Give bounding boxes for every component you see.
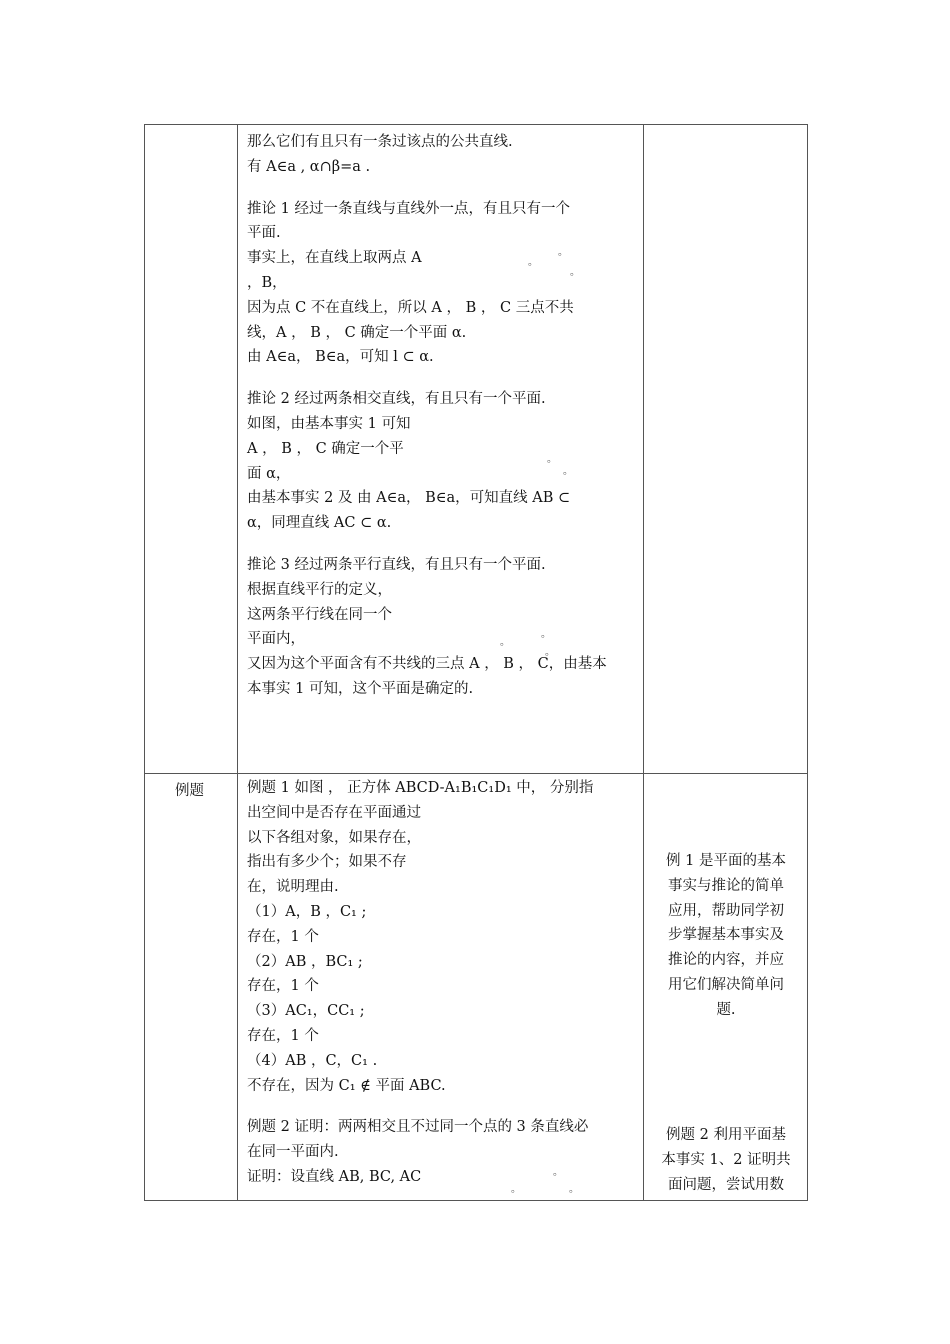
- example2-note: [647, 1123, 805, 1197]
- row1-content: [247, 130, 607, 702]
- text-line: 推论 1 经过一条直线与直线外一点，有且只有一个: [247, 200, 570, 217]
- text-line: 平面内，: [247, 631, 305, 648]
- figure-mark: 。: [553, 1167, 563, 1178]
- figure-mark: 。: [547, 454, 557, 465]
- blank-line: [247, 536, 607, 553]
- text-line: 例题 2 证明：两两相交且不过同一个点的 3 条直线必: [247, 1119, 589, 1136]
- text-line: 不存在，因为 C₁ ∉ 平面 ABC.: [247, 1077, 446, 1094]
- text-line: 事实上，在直线上取两点 A: [247, 250, 422, 267]
- text-line: 平面.: [247, 225, 281, 242]
- figure-mark: 。: [569, 1184, 579, 1195]
- text-line: 这两条平行线在同一个: [247, 606, 392, 623]
- text-line: 面 α，: [247, 465, 291, 482]
- text-line: 推论 3 经过两条平行直线，有且只有一个平面.: [247, 556, 546, 573]
- note-line: 步掌握基本事实及: [668, 927, 784, 944]
- text-line: 在，说明理由.: [247, 879, 339, 896]
- text-line: 在同一平面内.: [247, 1144, 339, 1161]
- figure-mark: 。: [545, 647, 555, 658]
- figure-mark: 。: [563, 466, 573, 477]
- text-line: 指出有多少个；如果不存: [247, 854, 407, 871]
- text-line: A ， B ， C 确定一个平: [247, 440, 404, 457]
- text-line: 出空间中是否存在平面通过: [247, 804, 421, 821]
- text-line: 根据直线平行的定义，: [247, 581, 392, 598]
- figure-mark: 。: [558, 247, 568, 258]
- column-divider-1: [237, 125, 238, 1200]
- text-line: （4）AB ，C，C₁ .: [247, 1052, 378, 1069]
- text-line: 存在，1 个: [247, 928, 319, 945]
- text-line: （2）AB ，BC₁ ;: [247, 953, 363, 970]
- text-line: 例题 1 如图 ， 正方体 ABCD-A₁B₁C₁D₁ 中， 分别指: [247, 780, 594, 796]
- figure-mark: 。: [500, 637, 510, 648]
- note-line: 事实与推论的简单: [668, 877, 784, 894]
- text-line: （1）A，B ，C₁ ;: [247, 903, 367, 920]
- text-line: 又因为这个平面含有不共线的三点 A ， B ， C，由基本: [247, 656, 607, 673]
- note-line: 面问题，尝试用数: [668, 1176, 784, 1193]
- text-line: 线，A ， B ， C 确定一个平面 α.: [247, 324, 467, 341]
- lesson-table: [144, 124, 808, 1201]
- text-line: 由基本事实 2 及 由 A∈a， B∈a，可知直线 AB ⊂: [247, 490, 571, 507]
- example1-note: [647, 849, 805, 1023]
- text-line: 因为点 C 不在直线上，所以 A ， B ， C 三点不共: [247, 299, 574, 316]
- text-line: 存在，1 个: [247, 1027, 319, 1044]
- note-line: 应用，帮助同学初: [668, 902, 784, 919]
- row2-content: [247, 776, 593, 1190]
- row-divider: [145, 773, 807, 774]
- blank-line: [247, 370, 607, 387]
- text-line: 那么它们有且只有一条过该点的公共直线.: [247, 134, 513, 150]
- figure-mark: 。: [528, 257, 538, 268]
- text-line: 如图，由基本事实 1 可知: [247, 415, 411, 432]
- note-line: 用它们解决简单问: [668, 976, 784, 993]
- text-line: ，B，: [247, 274, 287, 291]
- text-line: 证明：设直线 AB, BC, AC: [247, 1168, 422, 1185]
- note-line: 例 1 是平面的基本: [666, 853, 786, 869]
- text-line: 存在，1 个: [247, 978, 319, 995]
- text-line: α，同理直线 AC ⊂ α.: [247, 515, 392, 532]
- row-label-example: 例题: [175, 783, 204, 799]
- note-line: 题.: [716, 1001, 736, 1018]
- text-line: （3）AC₁，CC₁ ;: [247, 1003, 365, 1020]
- figure-mark: 。: [541, 629, 551, 640]
- note-line: 例题 2 利用平面基: [666, 1127, 786, 1143]
- text-line: 以下各组对象，如果存在，: [247, 829, 421, 846]
- blank-line: [247, 180, 607, 197]
- text-line: 有 A∈a , α∩β=a .: [247, 158, 371, 175]
- text-line: 由 A∈a， B∈a，可知 l ⊂ α.: [247, 349, 434, 366]
- blank-line: [247, 1098, 593, 1115]
- note-line: 本事实 1、2 证明共: [661, 1151, 791, 1168]
- text-line: 本事实 1 可知，这个平面是确定的.: [247, 680, 474, 697]
- figure-mark: 。: [570, 267, 580, 278]
- note-line: 推论的内容，并应: [668, 952, 784, 969]
- text-line: 推论 2 经过两条相交直线，有且只有一个平面.: [247, 391, 546, 408]
- column-divider-2: [643, 125, 644, 1200]
- figure-mark: 。: [511, 1184, 521, 1195]
